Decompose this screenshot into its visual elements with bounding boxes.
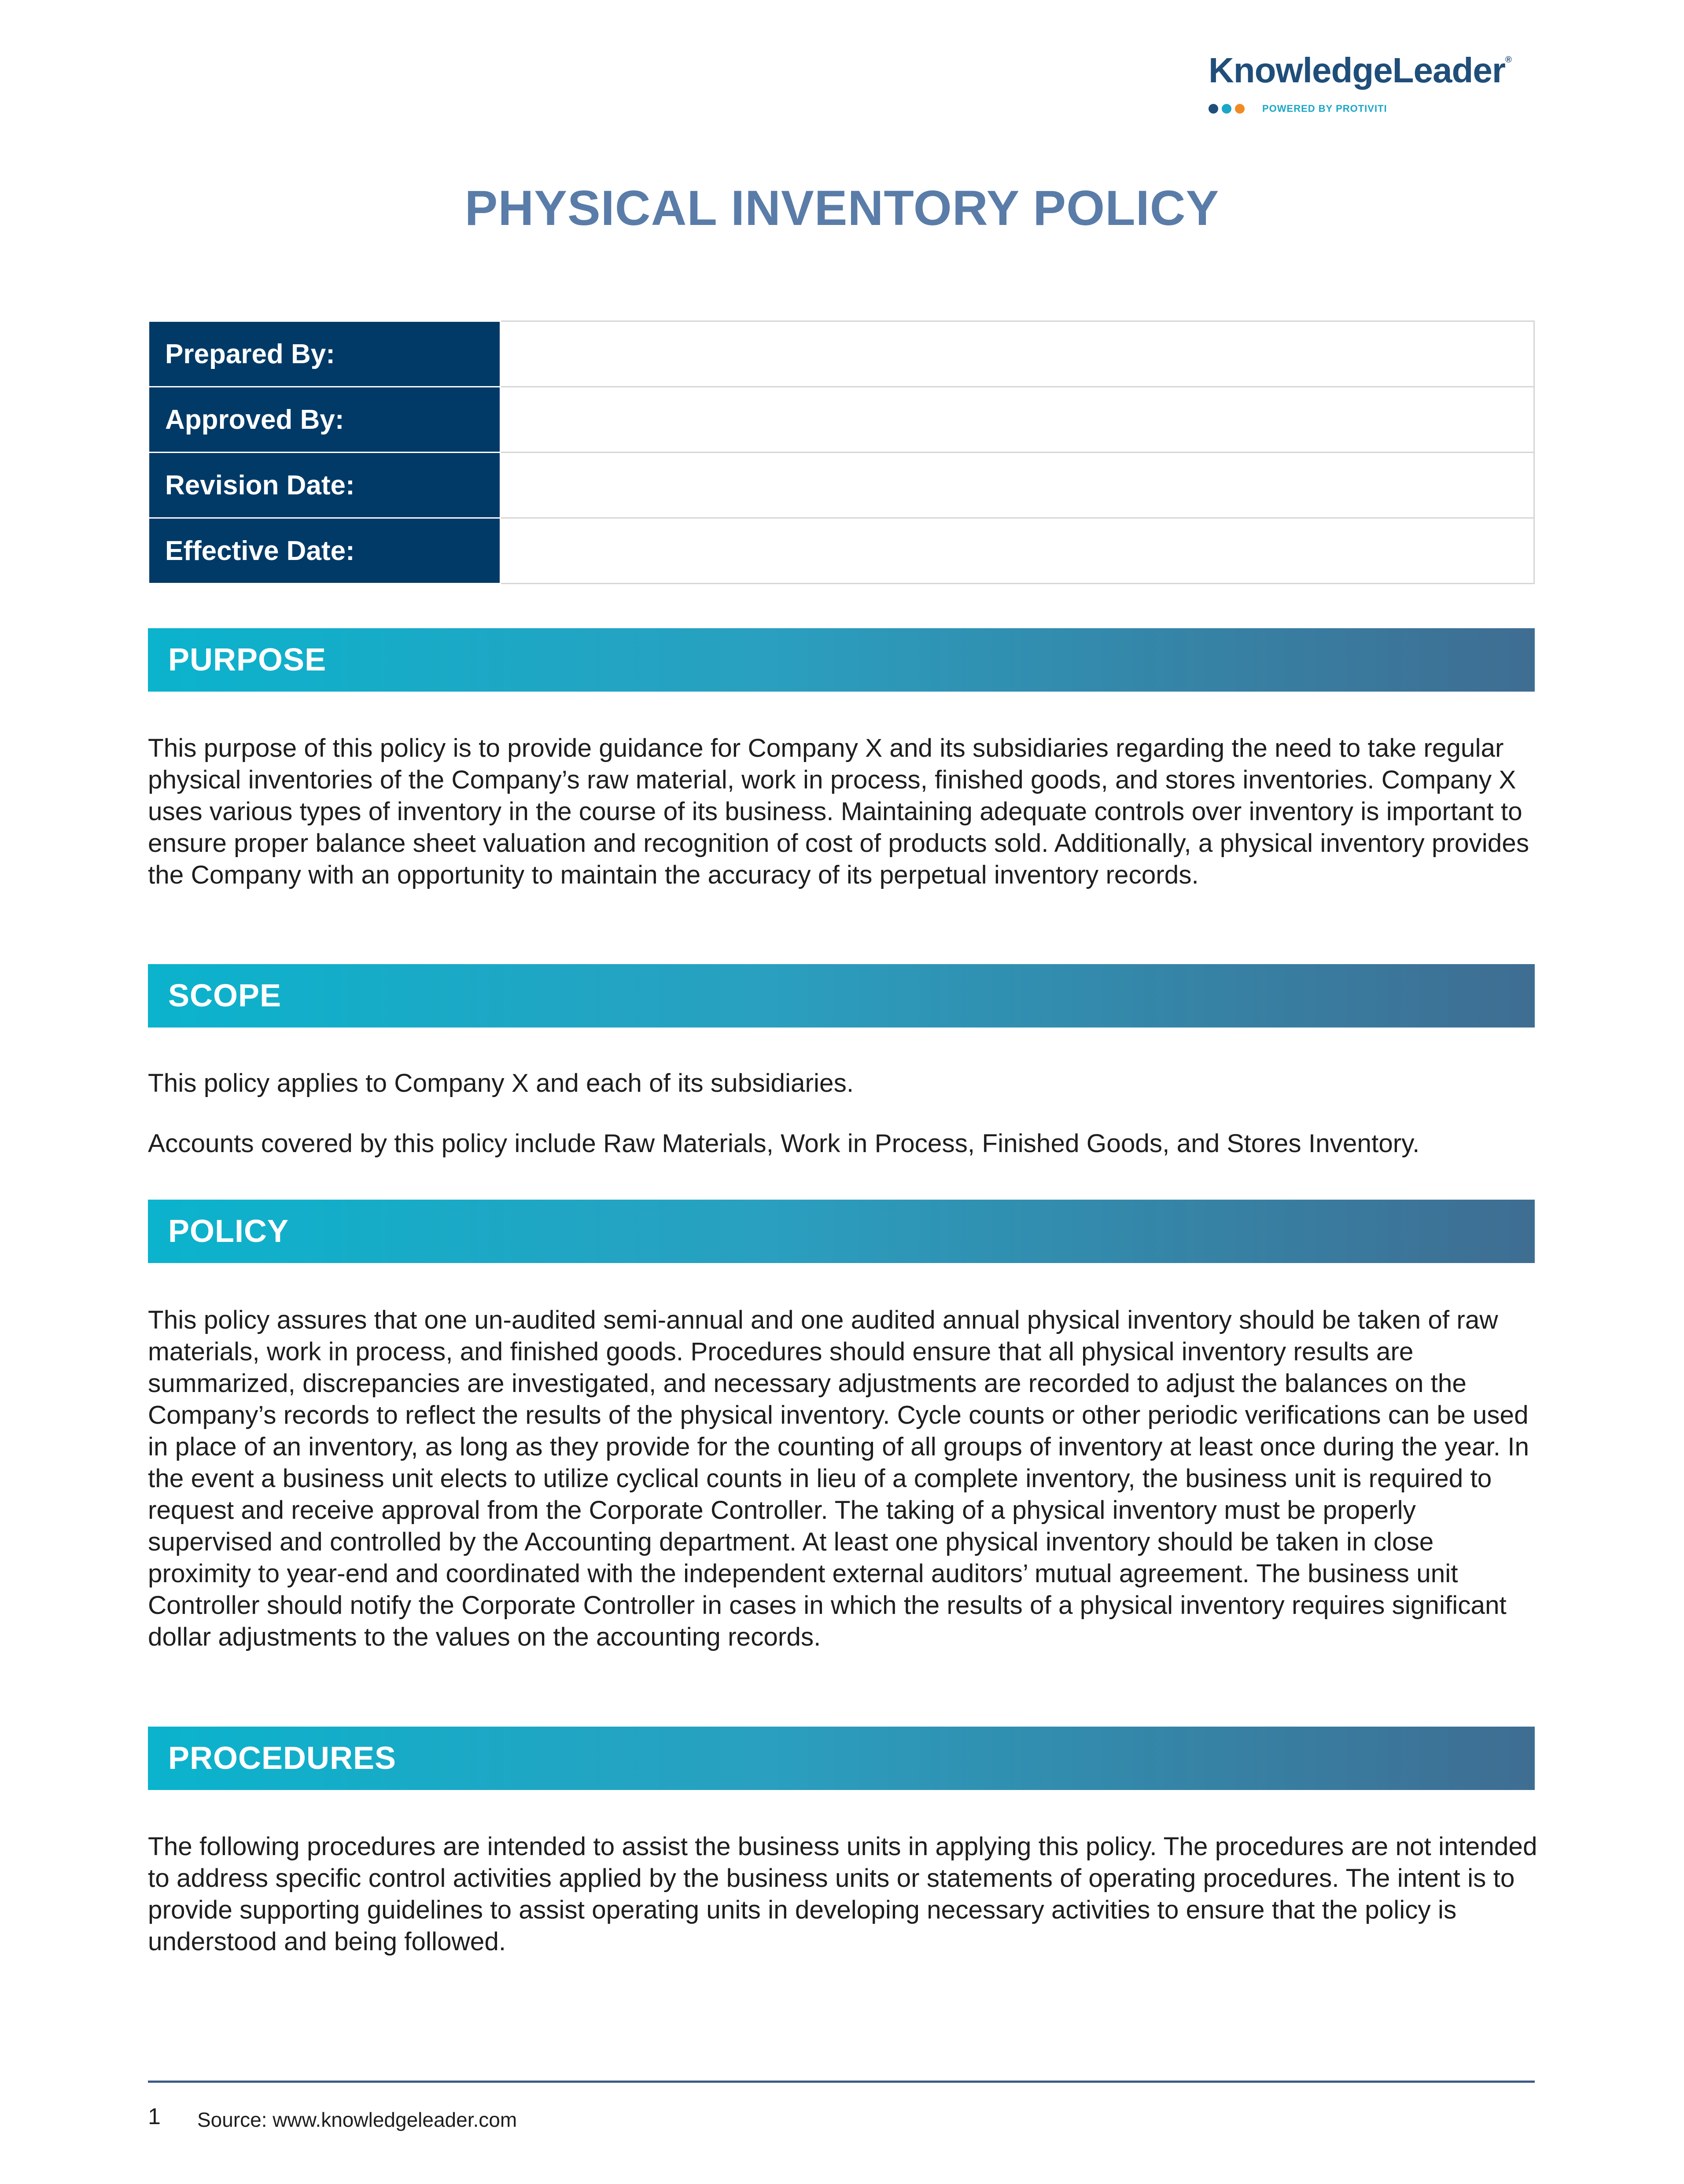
source-note: Source: www.knowledgeleader.com (197, 2108, 517, 2131)
policy-paragraph: This policy assures that one un-audited semi-annual and one audited annual physical inventory should be taken of raw materials, work in process, and finished goods. Procedures should ensure that all physical inventory results are summarized, discrepancies are investigated, and necessary adjustments are recorded to adjust the balances on the Company’s records to reflect the results of the physical inventory. Cycle counts or other periodic verifications can be used in place of an inventory, as long as they provide for the counting of all groups of inventory at least once during the year. In the event a business unit elects to utilize cyclical counts in lieu of a complete inventory, the business unit is required to request and receive approval from the Corporate Controller. The taking of a physical inventory must be properly supervised and controlled by the Accounting department. At least one physical inventory should be taken in close proximity to year-end and coordinated with the independent external auditors’ mutual agreement. The business unit Controller should notify the Corporate Controller in cases in which the results of a physical inventory requires significant dollar adjustments to the values on the accounting records. (148, 1306, 1529, 1651)
table-row (149, 387, 1534, 453)
purpose-paragraph: This purpose of this policy is to provide guidance for Company X and its subsidiaries regarding the need to take regular physical inventories of the Company’s raw material, work in process, finished goods, and stores inventories. Company X uses various types of inventory in the course of its business. Maintaining adequate controls over inventory is important to ensure proper balance sheet valuation and recognition of cost of products sold. Additionally, a physical inventory provides the Company with an opportunity to maintain the accuracy of its perpetual inventory records. (148, 734, 1529, 889)
procedures-section-header (148, 1727, 1535, 1790)
page-number: 1 (148, 2104, 161, 2129)
procedures-heading: PROCEDURES (168, 1741, 397, 1776)
table-row (149, 453, 1534, 518)
table-row (149, 321, 1534, 387)
scope-heading: SCOPE (168, 978, 282, 1013)
logo-registered-mark: ® (1505, 55, 1511, 65)
logo-tagline: POWERED BY PROTIVITI (1262, 103, 1387, 114)
revision-date-field[interactable] (501, 453, 1534, 518)
document-title: PHYSICAL INVENTORY POLICY (464, 180, 1220, 236)
policy-section-header (148, 1200, 1535, 1263)
scope-paragraph: Accounts covered by this policy include Raw Materials, Work in Process, Finished Goods, and Stores Inventory. (148, 1129, 1420, 1158)
prepared-by-label: Prepared By: (149, 321, 501, 387)
document-info-table (148, 320, 1535, 584)
knowledgeleader-logo (1209, 53, 1534, 114)
scope-paragraph: This policy applies to Company X and each of its subsidiaries. (148, 1069, 854, 1098)
purpose-heading: PURPOSE (168, 642, 327, 678)
approved-by-label: Approved By: (149, 387, 501, 453)
effective-date-label: Effective Date: (149, 518, 501, 584)
logo-name: KnowledgeLeader (1209, 51, 1506, 90)
scope-section-header (148, 964, 1535, 1028)
purpose-section-header (148, 628, 1535, 692)
prepared-by-field[interactable] (501, 321, 1534, 387)
logo-dot-icon (1235, 104, 1245, 114)
footer-divider (148, 2081, 1535, 2083)
revision-date-label: Revision Date: (149, 453, 501, 518)
policy-heading: POLICY (168, 1214, 289, 1249)
logo-dot-icon (1222, 104, 1231, 114)
logo-dot-icon (1209, 104, 1218, 114)
effective-date-field[interactable] (501, 518, 1534, 584)
procedures-paragraph: The following procedures are intended to assist the business units in applying this policy. The procedures are not intended to address specific control activities applied by the business units or statements of operating procedures. The intent is to provide supporting guidelines to assist operating units in developing necessary activities to ensure that the policy is understood and being followed. (148, 1832, 1537, 1956)
table-row (149, 518, 1534, 584)
approved-by-field[interactable] (501, 387, 1534, 453)
